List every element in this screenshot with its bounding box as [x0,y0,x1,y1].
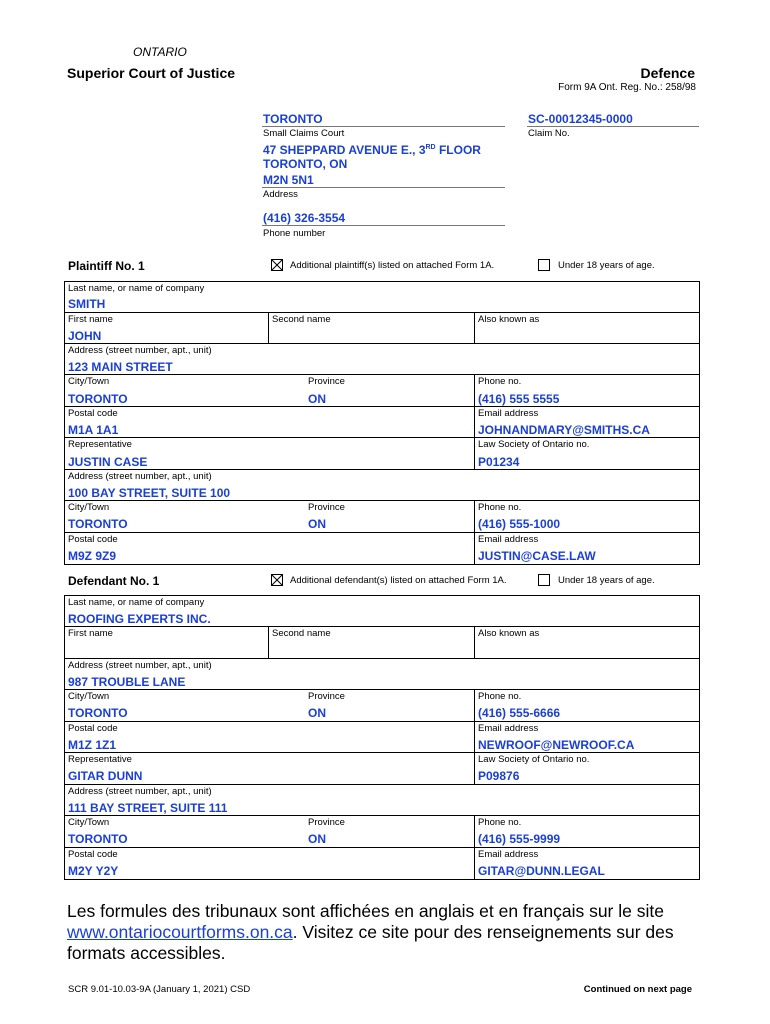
plaintiff-rep-postal-label: Postal code [68,534,118,545]
defendant-address-label: Address (street number, apt., unit) [68,660,212,671]
plaintiff-rep-province-value[interactable]: ON [308,517,326,531]
plaintiff-title: Plaintiff No. 1 [68,259,145,273]
plaintiff-postal-label: Postal code [68,408,118,419]
plaintiff-phone-value[interactable]: (416) 555 5555 [478,392,560,406]
notice-line2 [67,922,707,943]
plaintiff-city-label: City/Town [68,376,110,387]
claim-no-label: Claim No. [528,128,570,139]
plaintiff-rep-value[interactable]: JUSTIN CASE [68,455,148,469]
plaintiff-rep-address-label: Address (street number, apt., unit) [68,471,212,482]
defendant-rep-postal-label: Postal code [68,849,118,860]
defendant-rep-phone-label: Phone no. [478,817,522,828]
plaintiff-under18-label: Under 18 years of age. [558,260,655,271]
defendant-aka-label: Also known as [478,628,540,639]
defendant-rep-address-label: Address (street number, apt., unit) [68,786,212,797]
court-address-line1-pre: 47 SHEPPARD AVENUE E., 3 [263,143,426,157]
court-address-underline [262,187,505,188]
plaintiff-rep-email-label: Email address [478,534,539,545]
french-notice [67,901,707,964]
plaintiff-under18-checkbox[interactable] [538,259,550,271]
defendant-postal-value[interactable]: M1Z 1Z1 [68,738,117,752]
plaintiff-address-value[interactable]: 123 MAIN STREET [68,360,173,374]
checkmark-x-icon [272,260,282,270]
court-address-line1-sup: RD [425,144,436,151]
plaintiff-rep-address-value[interactable]: 100 BAY STREET, SUITE 100 [68,486,231,500]
defendant-rep-postal-value[interactable]: M2Y Y2Y [68,864,119,878]
plaintiff-province-label: Province [308,376,345,387]
defendant-email-label: Email address [478,723,539,734]
notice-line1: Les formules des tribunaux sont affichées en anglais et en français sur le site [67,901,664,921]
plaintiff-rep-email-value[interactable]: JUSTIN@CASE.LAW [478,549,596,563]
plaintiff-rep-postal-value[interactable]: M9Z 9Z9 [68,549,117,563]
plaintiff-second-name-label: Second name [272,314,331,325]
plaintiff-rep-city-value[interactable]: TORONTO [68,517,128,531]
defendant-email-value[interactable]: NEWROOF@NEWROOF.CA [478,738,635,752]
plaintiff-rep-phone-label: Phone no. [478,502,522,513]
defendant-first-name-label: First name [68,628,113,639]
court-address-line1-post: FLOOR [435,143,481,157]
plaintiff-email-label: Email address [478,408,539,419]
defendant-lso-value[interactable]: P09876 [478,769,520,783]
court-name-label: Small Claims Court [263,128,345,139]
defendant-last-name-value[interactable]: ROOFING EXPERTS INC. [68,612,211,626]
plaintiff-first-name-label: First name [68,314,113,325]
plaintiff-lso-value[interactable]: P01234 [478,455,520,469]
defendant-under18-checkbox[interactable] [538,574,550,586]
defendant-rep-city-value[interactable]: TORONTO [68,832,128,846]
defendant-additional-checkbox[interactable] [271,574,283,586]
plaintiff-additional-label: Additional plaintiff(s) listed on attached Form 1A. [290,260,495,271]
plaintiff-last-name-label: Last name, or name of company [68,283,205,294]
form-code: SCR 9.01-10.03-9A (January 1, 2021) CSD [68,984,251,995]
court-phone-label: Phone number [263,228,326,239]
province-label: ONTARIO [133,45,187,59]
plaintiff-lso-label: Law Society of Ontario no. [478,439,590,450]
court-name-value[interactable]: TORONTO [263,112,323,126]
notice-line2-rest: . Visitez ce site pour des renseignements sur des [292,922,674,942]
plaintiff-rep-phone-value[interactable]: (416) 555-1000 [478,517,561,531]
notice-line3: formats accessibles. [67,943,226,963]
plaintiff-last-name-value[interactable]: SMITH [68,297,106,311]
defendant-rep-email-label: Email address [478,849,539,860]
defendant-rep-phone-value[interactable]: (416) 555-9999 [478,832,561,846]
plaintiff-first-name-value[interactable]: JOHN [68,329,102,343]
defendant-province-label: Province [308,691,345,702]
plaintiff-address-label: Address (street number, apt., unit) [68,345,212,356]
defendant-province-value[interactable]: ON [308,706,326,720]
court-name-underline [262,126,505,127]
defendant-address-value[interactable]: 987 TROUBLE LANE [68,675,186,689]
court-forms-link[interactable]: www.ontariocourtforms.on.ca [67,922,293,942]
continued-label: Continued on next page [583,984,692,995]
defendant-rep-address-value[interactable]: 111 BAY STREET, SUITE 111 [68,801,228,815]
defendant-city-value[interactable]: TORONTO [68,706,128,720]
court-address-line2[interactable]: TORONTO, ON [263,157,348,171]
defendant-under18-label: Under 18 years of age. [558,575,655,586]
plaintiff-province-value[interactable]: ON [308,392,326,406]
claim-no-underline [527,126,699,127]
plaintiff-rep-province-label: Province [308,502,345,513]
plaintiff-additional-checkbox[interactable] [271,259,283,271]
defendant-rep-province-label: Province [308,817,345,828]
defendant-phone-value[interactable]: (416) 555-6666 [478,706,561,720]
plaintiff-rep-city-label: City/Town [68,502,110,513]
claim-no-value[interactable]: SC-00012345-0000 [528,112,633,126]
defendant-additional-label: Additional defendant(s) listed on attached Form 1A. [290,575,507,586]
plaintiff-city-value[interactable]: TORONTO [68,392,128,406]
defendant-city-label: City/Town [68,691,110,702]
plaintiff-aka-label: Also known as [478,314,540,325]
defendant-title: Defendant No. 1 [68,574,160,588]
defendant-rep-email-value[interactable]: GITAR@DUNN.LEGAL [478,864,605,878]
defendant-rep-value[interactable]: GITAR DUNN [68,769,143,783]
plaintiff-rep-label: Representative [68,439,132,450]
defendant-postal-label: Postal code [68,723,118,734]
plaintiff-phone-label: Phone no. [478,376,522,387]
form-title: Defence [640,65,695,81]
plaintiff-postal-value[interactable]: M1A 1A1 [68,423,119,437]
court-address-label: Address [263,189,298,200]
court-address-line3[interactable]: M2N 5N1 [263,173,314,187]
plaintiff-email-value[interactable]: JOHNANDMARY@SMITHS.CA [478,423,650,437]
court-phone-value[interactable]: (416) 326-3554 [263,211,346,225]
form-number: Form 9A Ont. Reg. No.: 258/98 [558,82,696,93]
defendant-phone-label: Phone no. [478,691,522,702]
defendant-second-name-label: Second name [272,628,331,639]
court-address-line1[interactable] [263,141,481,157]
defendant-rep-city-label: City/Town [68,817,110,828]
defendant-lso-label: Law Society of Ontario no. [478,754,590,765]
checkmark-x-icon [272,575,282,585]
court-title: Superior Court of Justice [67,65,236,81]
defendant-rep-label: Representative [68,754,132,765]
defendant-last-name-label: Last name, or name of company [68,597,205,608]
court-phone-underline [262,225,505,226]
defendant-rep-province-value[interactable]: ON [308,832,326,846]
